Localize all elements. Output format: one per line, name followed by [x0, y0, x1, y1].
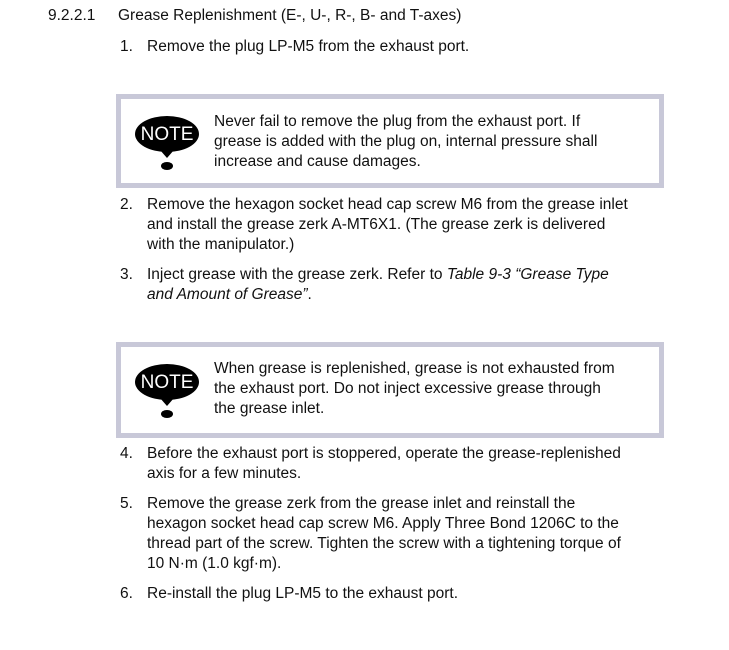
note-icon [133, 360, 201, 422]
note-line: Never fail to remove the plug from the exhaust port. If [214, 113, 581, 130]
step-line: and install the grease zerk A-MT6X1. (The grease zerk is delivered [147, 216, 606, 233]
step-text-plain: Inject grease with the grease zerk. Refer to [147, 266, 447, 283]
note-text [214, 359, 654, 419]
step-number: 2. [120, 196, 133, 213]
note-box [116, 342, 664, 438]
note-line: the grease inlet. [214, 400, 325, 417]
note-icon [133, 112, 201, 174]
note-icon-label: NOTE [140, 124, 194, 145]
note-line: increase and cause damages. [214, 153, 421, 170]
note-text [214, 112, 654, 172]
note-box [116, 94, 664, 188]
step-line: thread part of the screw. Tighten the screw with a tightening torque of [147, 535, 621, 552]
step-text-plain: . [307, 286, 312, 303]
step-number: 1. [120, 38, 133, 55]
step-line: Remove the grease zerk from the grease inlet and reinstall the [147, 495, 576, 512]
step-text [147, 265, 672, 305]
step-line: Before the exhaust port is stoppered, operate the grease-replenished [147, 445, 621, 462]
step-text [147, 195, 672, 255]
step-number: 4. [120, 445, 133, 462]
step-line: with the manipulator.) [147, 236, 295, 253]
step-number: 3. [120, 266, 133, 283]
step-line: 10 N·m (1.0 kgf·m). [147, 555, 282, 572]
step-line: Remove the hexagon socket head cap screw M6 from the grease inlet [147, 196, 628, 213]
step-number: 6. [120, 585, 133, 602]
step-text: Remove the plug LP-M5 from the exhaust port. [147, 38, 470, 55]
note-line: When grease is replenished, grease is not exhausted from [214, 360, 615, 377]
note-line: grease is added with the plug on, internal pressure shall [214, 133, 598, 150]
table-reference-cont: and Amount of Grease” [147, 286, 308, 303]
section-number: 9.2.2.1 [48, 7, 96, 24]
step-text [147, 494, 672, 574]
table-reference: Table 9-3 “Grease Type [446, 266, 609, 283]
step-line: axis for a few minutes. [147, 465, 302, 482]
step-text: Re-install the plug LP-M5 to the exhaust port. [147, 585, 459, 602]
note-icon-label: NOTE [140, 372, 194, 393]
step-line: hexagon socket head cap screw M6. Apply Three Bond 1206C to the [147, 515, 619, 532]
section-title: Grease Replenishment (E-, U-, R-, B- and T-axes) [118, 7, 462, 24]
step-number: 5. [120, 495, 133, 512]
step-text [147, 444, 672, 484]
note-line: the exhaust port. Do not inject excessive grease through [214, 380, 601, 397]
